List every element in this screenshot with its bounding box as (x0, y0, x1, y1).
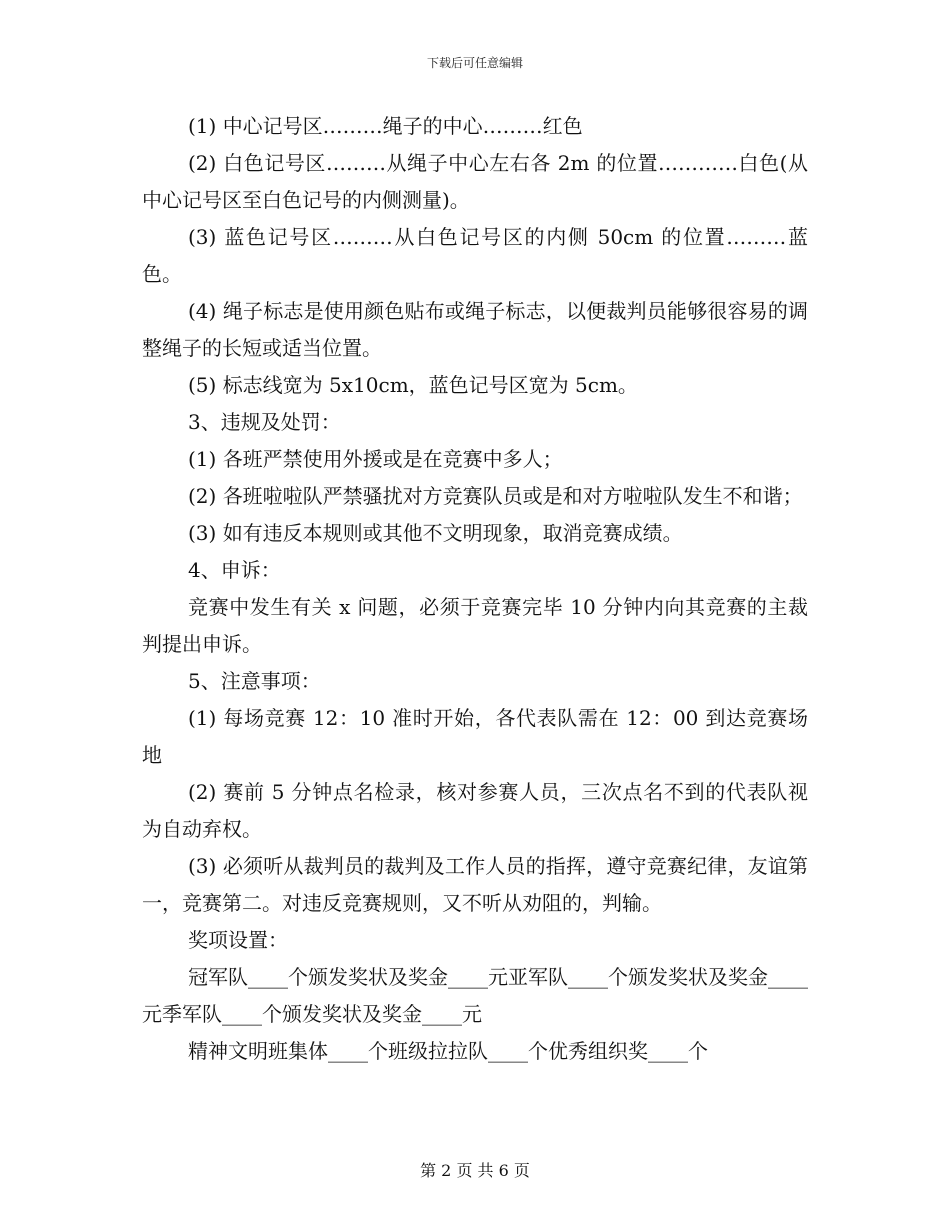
paragraph: (3) 必须听从裁判员的裁判及工作人员的指挥，遵守竞赛纪律，友谊第一，竞赛第二。对违反竞赛规则，又不听从劝阻的，判输。 (142, 854, 808, 915)
section-heading: 奖项设置： (188, 928, 288, 952)
paragraph: (1) 各班严禁使用外援或是在竞赛中多人； (188, 447, 563, 471)
paragraph: 精神文明班集体____个班级拉拉队____个优秀组织奖____个 (188, 1039, 708, 1063)
paragraph: (2) 白色记号区………从绳子中心左右各 2m 的位置…………白色(从中心记号区至白色记号的内侧测量)。 (142, 151, 808, 212)
paragraph: (3) 蓝色记号区………从白色记号区的内侧 50cm 的位置………蓝色。 (142, 225, 808, 286)
paragraph: (1) 中心记号区………绳子的中心………红色 (188, 114, 583, 138)
document-body (142, 108, 808, 1070)
paragraph: (5) 标志线宽为 5x10cm，蓝色记号区宽为 5cm。 (188, 373, 638, 397)
paragraph: 冠军队____个颁发奖状及奖金____元亚军队____个颁发奖状及奖金____元季军队____个颁发奖状及奖金____元 (142, 965, 808, 1026)
paragraph: (4) 绳子标志是使用颜色贴布或绳子标志，以便裁判员能够很容易的调整绳子的长短或适当位置。 (142, 299, 808, 360)
page-header: 下载后可任意编辑 (426, 56, 523, 70)
section-heading: 3、违规及处罚： (188, 410, 341, 434)
section-heading: 4、申诉： (188, 558, 281, 582)
paragraph: (1) 每场竞赛 12：10 准时开始，各代表队需在 12：00 到达竞赛场地 (142, 706, 808, 767)
paragraph: 竞赛中发生有关 x 问题，必须于竞赛完毕 10 分钟内向其竞赛的主裁判提出申诉。 (142, 595, 808, 656)
paragraph: (2) 赛前 5 分钟点名检录，核对参赛人员，三次点名不到的代表队视为自动弃权。 (142, 780, 808, 841)
page-footer: 第 2 页 共 6 页 (420, 1161, 530, 1180)
section-heading: 5、注意事项： (188, 669, 321, 693)
paragraph: (2) 各班啦啦队严禁骚扰对方竞赛队员或是和对方啦啦队发生不和谐； (188, 484, 803, 508)
paragraph: (3) 如有违反本规则或其他不文明现象，取消竞赛成绩。 (188, 521, 683, 545)
